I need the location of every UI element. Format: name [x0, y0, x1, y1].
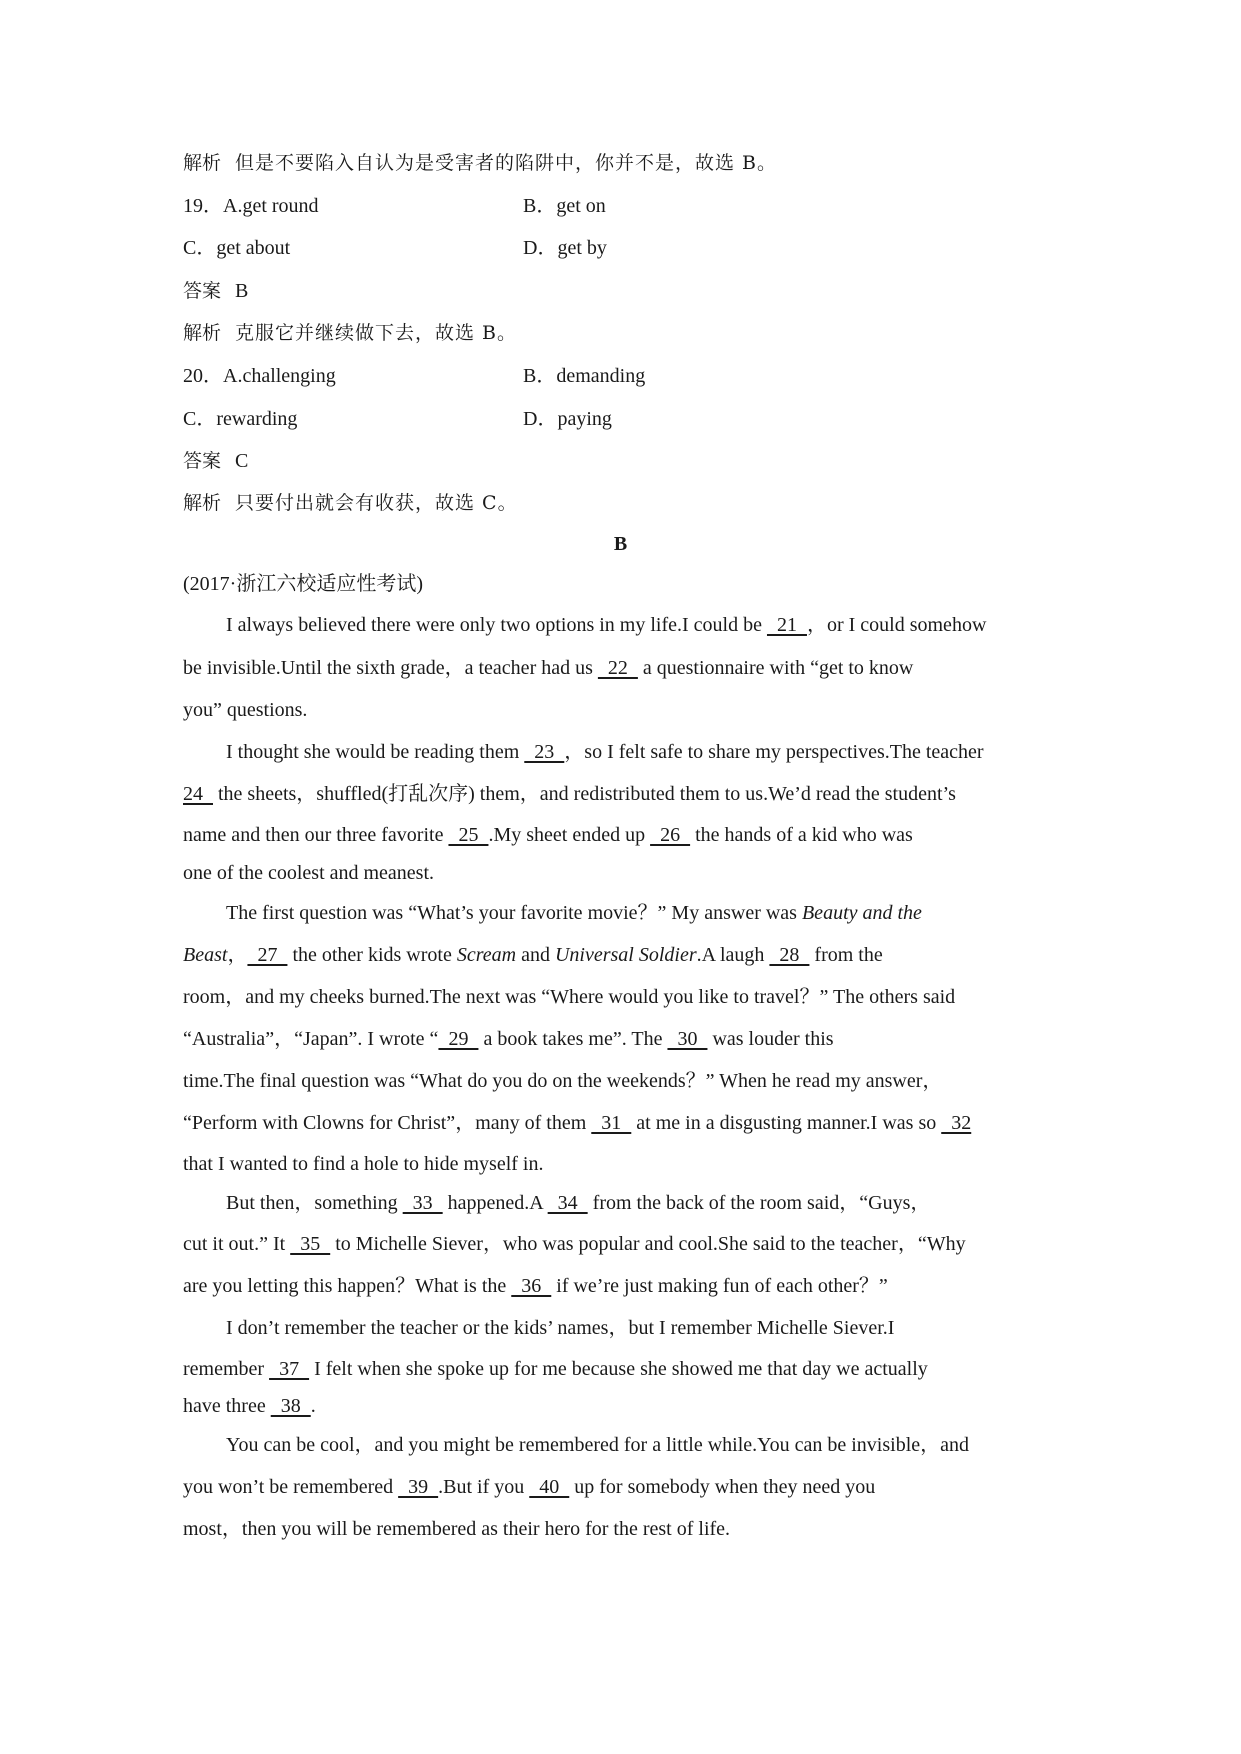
- passage-text: Beauty and the: [801, 902, 922, 924]
- blank-28: 28: [769, 944, 810, 966]
- passage-text: are you letting this happen？What is the: [183, 1275, 512, 1297]
- passage-line: most，then you will be remembered as their hero for the rest of life.: [183, 1518, 731, 1540]
- passage-line: [183, 1273, 888, 1299]
- answer-value: C: [235, 450, 249, 472]
- blank-24: 24: [183, 783, 213, 805]
- q19-option-a: 19．A.get round: [183, 195, 319, 217]
- passage-text: “Perform with Clowns for Christ”，many of them: [183, 1112, 592, 1134]
- passage-text: the sheets，shuffled(打乱次序) them，and redistributed them to us.We’d read the student’s: [213, 783, 956, 805]
- passage-text: .: [310, 1395, 316, 1417]
- answer-label: 答案: [183, 450, 222, 472]
- analysis-text: 但是不要陷入自认为是受害者的陷阱中，你并不是，故选 B。: [235, 152, 778, 174]
- passage-text: if we’re just making fun of each other？”: [551, 1275, 888, 1297]
- answer-value: B: [235, 280, 249, 302]
- passage-text: I always believed there were only two options in my life.I could be: [226, 614, 767, 636]
- passage-text: But then，something: [226, 1192, 403, 1214]
- section-source: (2017·浙江六校适应性考试): [183, 573, 423, 595]
- passage-line: [226, 900, 922, 926]
- passage-text: the other kids wrote: [287, 944, 457, 966]
- analysis-label: 解析: [183, 152, 222, 174]
- passage-text: “Australia”，“Japan”. I wrote “: [183, 1028, 439, 1050]
- passage-text: Universal Soldier: [554, 944, 697, 966]
- blank-25: 25: [448, 824, 489, 846]
- blank-34: 34: [547, 1192, 588, 1214]
- passage-text: a book takes me”. The: [478, 1028, 668, 1050]
- blank-37: 37: [269, 1358, 310, 1380]
- q19-option-b: B．get on: [523, 195, 606, 217]
- passage-line: [183, 655, 913, 681]
- passage-text: from the: [809, 944, 883, 966]
- passage-text: .A laugh: [696, 944, 770, 966]
- passage-text: ，: [227, 944, 248, 966]
- passage-text: from the back of the room said，“Guys，: [587, 1192, 931, 1214]
- passage-line: [183, 781, 956, 807]
- blank-22: 22: [597, 657, 638, 679]
- passage-text: to Michelle Siever，who was popular and cool.She said to the teacher，“Why: [330, 1233, 966, 1255]
- answer-label: 答案: [183, 280, 222, 302]
- passage-text: the hands of a kid who was: [690, 824, 913, 846]
- passage-text: .My sheet ended up: [488, 824, 651, 846]
- passage-text: happened.A: [442, 1192, 548, 1214]
- passage-text: .But if you: [438, 1476, 530, 1498]
- blank-39: 39: [398, 1476, 439, 1498]
- q20-answer-line: [183, 448, 248, 474]
- passage-text: at me in a disgusting manner.I was so: [631, 1112, 942, 1134]
- blank-35: 35: [290, 1233, 331, 1255]
- passage-text: be invisible.Until the sixth grade，a teacher had us: [183, 657, 598, 679]
- passage-line: [183, 942, 883, 968]
- passage-text: cut it out.” It: [183, 1233, 291, 1255]
- passage-text: I felt when she spoke up for me because she showed me that day we actually: [309, 1358, 928, 1380]
- passage-text: have three: [183, 1395, 271, 1417]
- passage-text: remember: [183, 1358, 270, 1380]
- passage-text: a questionnaire with “get to know: [637, 657, 914, 679]
- blank-21: 21: [766, 614, 807, 636]
- blank-36: 36: [511, 1275, 552, 1297]
- passage-text: ，so I felt safe to share my perspectives.The teacher: [564, 741, 984, 763]
- passage-text: ，or I could somehow: [806, 614, 987, 636]
- passage-line: one of the coolest and meanest.: [183, 862, 435, 884]
- passage-line: you” questions.: [183, 699, 308, 721]
- blank-29: 29: [438, 1028, 479, 1050]
- blank-23: 23: [524, 741, 565, 763]
- blank-40: 40: [529, 1476, 570, 1498]
- passage-line: I don’t remember the teacher or the kids’ names，but I remember Michelle Siever.I: [226, 1317, 895, 1339]
- passage-line: [226, 612, 986, 638]
- blank-31: 31: [591, 1112, 632, 1134]
- passage-line: [183, 1110, 971, 1136]
- section-heading: B: [613, 533, 628, 555]
- passage-line: [183, 1474, 875, 1500]
- q19-analysis-line: [183, 320, 517, 346]
- passage-line: You can be cool，and you might be remembered for a little while.You can be invisible，and: [226, 1434, 969, 1456]
- q19-option-d: D．get by: [523, 237, 607, 259]
- passage-text: up for somebody when they need you: [569, 1476, 876, 1498]
- analysis-text: 只要付出就会有收获，故选 C。: [235, 492, 518, 514]
- blank-26: 26: [650, 824, 691, 846]
- passage-text: was louder this: [707, 1028, 834, 1050]
- passage-text: The first question was “What’s your favorite movie？” My answer was: [226, 902, 802, 924]
- passage-line: [226, 1190, 930, 1216]
- q20-option-c: C．rewarding: [183, 408, 298, 430]
- q19-option-c: C．get about: [183, 237, 291, 259]
- q20-analysis-line: [183, 490, 518, 516]
- q20-option-a: 20．A.challenging: [183, 365, 336, 387]
- q20-option-b: B．demanding: [523, 365, 646, 387]
- passage-line: [226, 739, 984, 765]
- passage-text: and: [516, 944, 555, 966]
- blank-38: 38: [270, 1395, 311, 1417]
- passage-line: time.The final question was “What do you do on the weekends？” When he read my answer，: [183, 1070, 943, 1092]
- passage-line: [183, 1393, 316, 1419]
- analysis-label: 解析: [183, 492, 222, 514]
- passage-text: you won’t be remembered: [183, 1476, 399, 1498]
- analysis-text: 克服它并继续做下去，故选 B。: [235, 322, 518, 344]
- passage-line: [183, 1356, 928, 1382]
- blank-30: 30: [667, 1028, 708, 1050]
- passage-line: that I wanted to find a hole to hide myself in.: [183, 1153, 544, 1175]
- passage-line: room，and my cheeks burned.The next was “Where would you like to travel？” The others said: [183, 986, 956, 1008]
- q18-analysis-line: [183, 150, 777, 176]
- blank-32: 32: [941, 1112, 972, 1134]
- passage-text: Beast: [183, 944, 228, 966]
- passage-line: [183, 822, 913, 848]
- q19-answer-line: [183, 278, 248, 304]
- passage-line: [183, 1026, 834, 1052]
- passage-text: Scream: [456, 944, 517, 966]
- passage-line: [183, 1231, 966, 1257]
- blank-33: 33: [402, 1192, 443, 1214]
- q20-option-d: D．paying: [523, 408, 612, 430]
- analysis-label: 解析: [183, 322, 222, 344]
- blank-27: 27: [247, 944, 288, 966]
- passage-text: name and then our three favorite: [183, 824, 449, 846]
- passage-text: I thought she would be reading them: [226, 741, 525, 763]
